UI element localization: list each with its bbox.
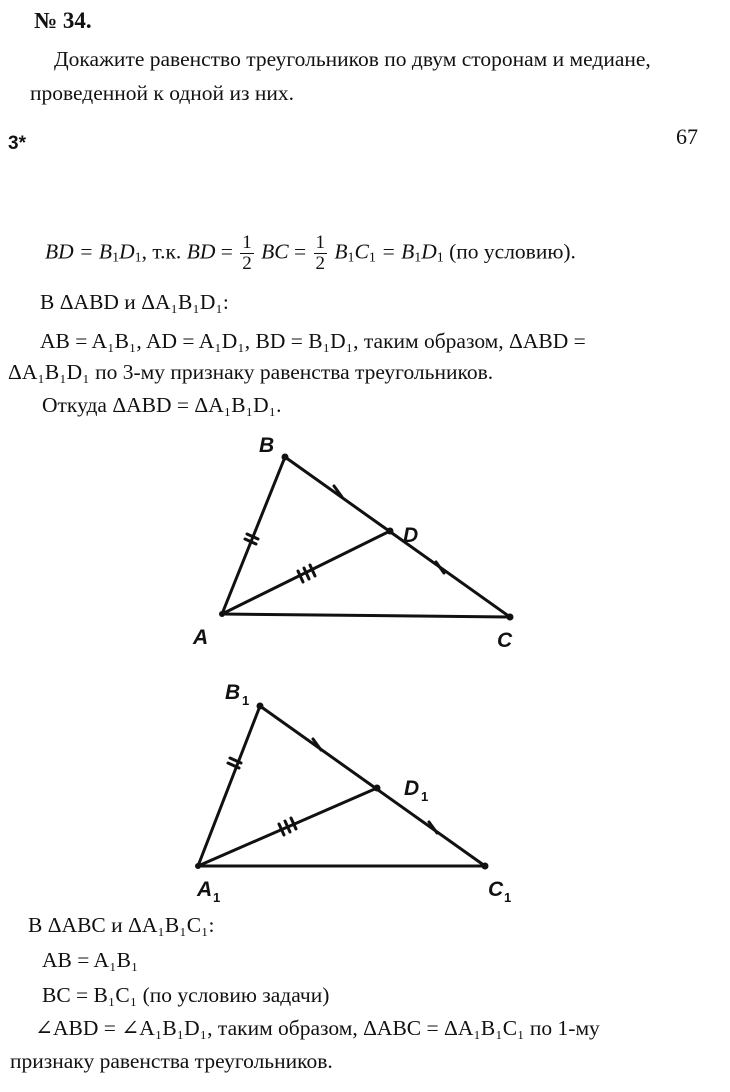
triangle-abc <box>222 457 510 617</box>
vertex-label-b1: B <box>225 681 241 704</box>
solution-line-9: ∠ABD = ∠A₁B₁D₁, таким образом, ΔABC = ΔA₁B₁C₁ по 1-му <box>35 1016 600 1040</box>
svg-text:1: 1 <box>213 890 221 905</box>
svg-text:1: 1 <box>504 890 512 905</box>
solution-line-10: признаку равенства треугольников. <box>10 1049 333 1073</box>
triangle-a1b1c1 <box>198 706 485 866</box>
vertex-label-a: A <box>193 626 209 649</box>
svg-text:1: 1 <box>421 789 429 804</box>
solution-line-7: AB = A₁B₁ <box>42 948 139 972</box>
page-number: 67 <box>676 124 698 149</box>
vertex-label-a1: A <box>197 878 213 901</box>
solution-line-1: BD = $B_1D_1$, т.к. BD = $\frac{1}{2}$ BC = $\frac{1}{2}$ $B_1C_1 = B_1D_1$ (по условию). <box>45 232 576 274</box>
problem-number: № 34. <box>34 8 92 33</box>
solution-line-8: BC = B₁C₁ (по условию задачи) <box>42 983 330 1007</box>
solution-line-4: ΔA₁B₁D₁ по 3-му признаку равенства треугольников. <box>8 360 494 384</box>
solution-line-3: AB = A₁B₁, AD = A₁D₁, BD = B₁D₁, таким образом, ΔABD = <box>40 329 586 353</box>
vertex-label-d1: D <box>404 777 420 800</box>
solution-line-2: В ΔABD и ΔA₁B₁D₁: <box>40 290 229 314</box>
difficulty-marker: 3* <box>8 133 26 154</box>
fraction-half-2: $\frac{1}{2}$ <box>315 232 325 274</box>
solution-line-6: В ΔABC и ΔA₁B₁C₁: <box>28 913 215 937</box>
vertex-label-c: C <box>497 629 513 652</box>
svg-text:1: 1 <box>242 693 250 708</box>
vertex-label-c1: C <box>488 878 504 901</box>
vertex-label-b: B <box>259 434 275 457</box>
vertex-label-d: D <box>403 524 419 547</box>
problem-statement: Докажите равенство треугольников по двум сторонам и медиане, проведенной к одной из них. <box>30 47 651 105</box>
fraction-half-1: $\frac{1}{2}$ <box>242 232 252 274</box>
solution-line-5: Откуда ΔABD = ΔA₁B₁D₁. <box>42 393 282 417</box>
